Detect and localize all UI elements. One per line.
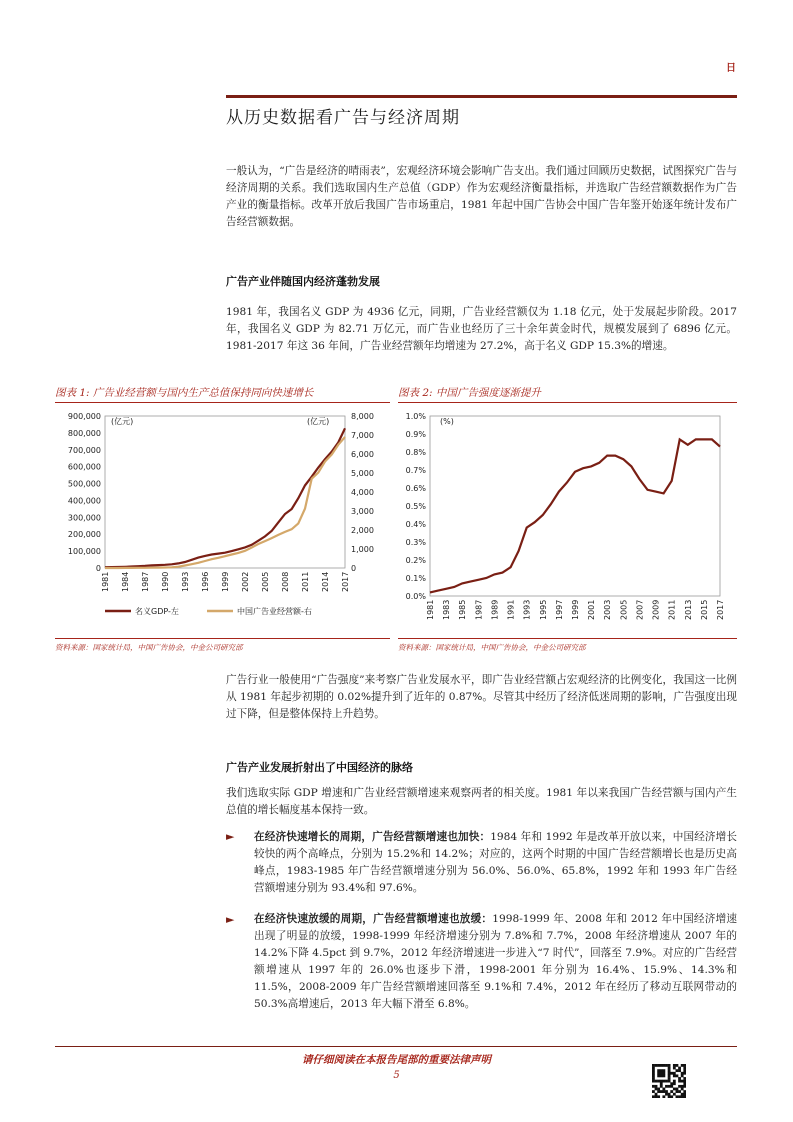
- qr-module: [673, 1080, 676, 1083]
- qr-module: [668, 1064, 671, 1067]
- qr-module: [665, 1064, 668, 1067]
- section1-heading: 广告产业伴随国内经济蓬勃发展: [226, 275, 380, 288]
- ad-intensity-paragraph: 广告行业一般使用“广告强度”来考察广告业发展水平，即广告业经营额占宏观经济的比例变化，我国这一比例从 1981 年起步初期的 0.02%提升到了近年的 0.87%。尽管其中经历了经济低迷周期的影响，广告强度出现过下降，但是整体保持上升趋势。: [226, 674, 737, 720]
- qr-module: [676, 1064, 679, 1067]
- qr-module: [662, 1080, 665, 1083]
- qr-module: [673, 1082, 676, 1085]
- qr-module: [668, 1067, 671, 1070]
- qr-module: [652, 1080, 655, 1083]
- qr-module: [662, 1072, 665, 1075]
- chart-gdp-vs-ad: [55, 404, 395, 636]
- y-right-tick-label: 2,000: [351, 526, 374, 535]
- qr-module: [660, 1085, 663, 1088]
- figure1-caption: 图表 1: 广告业经营额与国内生产总值保持同向快速增长: [55, 387, 314, 399]
- qr-module: [678, 1077, 681, 1080]
- qr-module: [683, 1069, 686, 1072]
- qr-module: [673, 1093, 676, 1096]
- y-tick-label: 0.5%: [405, 502, 426, 511]
- x-tick-label: 2017: [716, 599, 725, 620]
- y-left-tick-label: 300,000: [67, 513, 101, 523]
- y-unit-label: (%): [440, 417, 454, 426]
- qr-module: [655, 1088, 658, 1091]
- x-tick-label: 2013: [683, 599, 693, 620]
- qr-module: [655, 1085, 658, 1088]
- x-tick-label: 1981: [101, 571, 110, 592]
- section2-heading: 广告产业发展折射出了中国经济的脉络: [226, 761, 413, 774]
- qr-module: [683, 1077, 686, 1080]
- x-tick-label: 1981: [426, 599, 435, 620]
- x-tick-label: 1991: [506, 599, 516, 620]
- y-left-tick-label: 200,000: [67, 530, 101, 540]
- x-tick-label: 2001: [587, 599, 597, 620]
- y-left-tick-label: 700,000: [67, 445, 101, 455]
- bullet-arrow-icon: ►: [226, 913, 235, 926]
- qr-module: [678, 1069, 681, 1072]
- qr-module: [665, 1085, 668, 1088]
- y-left-tick-label: 600,000: [67, 462, 101, 472]
- y-tick-label: 0.2%: [405, 556, 426, 565]
- qr-module: [657, 1064, 660, 1067]
- bullet-lead: 在经济快速增长的周期，广告经营额增速也加快：: [254, 831, 491, 843]
- qr-module: [657, 1074, 660, 1077]
- y-right-tick-label: 4,000: [351, 488, 374, 497]
- page-title: 从历史数据看广告与经济周期: [226, 108, 460, 128]
- qr-module: [662, 1090, 665, 1093]
- x-tick-label: 1990: [161, 571, 170, 592]
- bullet-arrow-icon: ►: [226, 830, 235, 843]
- qr-module: [683, 1093, 686, 1096]
- qr-module: [683, 1082, 686, 1085]
- page-number: 5: [393, 1070, 400, 1081]
- qr-module: [673, 1088, 676, 1091]
- y-tick-label: 0.8%: [405, 448, 426, 457]
- qr-module: [652, 1072, 655, 1075]
- qr-module: [681, 1074, 684, 1077]
- qr-module: [670, 1082, 673, 1085]
- x-tick-label: 2009: [651, 599, 661, 620]
- qr-module: [652, 1095, 655, 1098]
- qr-module: [678, 1090, 681, 1093]
- qr-module: [668, 1072, 671, 1075]
- qr-module: [660, 1072, 663, 1075]
- series-line: [105, 428, 345, 567]
- qr-module: [657, 1088, 660, 1091]
- qr-code-icon: [652, 1064, 686, 1098]
- qr-module: [652, 1074, 655, 1077]
- series-line: [430, 439, 720, 592]
- y-left-tick-label: 800,000: [67, 428, 101, 438]
- y-left-tick-label: 100,000: [67, 547, 101, 557]
- figure2-bottom-rule: [398, 638, 737, 639]
- qr-module: [668, 1077, 671, 1080]
- y-right-tick-label: 3,000: [351, 507, 374, 516]
- header-rule: [226, 95, 737, 98]
- qr-module: [657, 1095, 660, 1098]
- qr-module: [668, 1074, 671, 1077]
- qr-module: [657, 1090, 660, 1093]
- y-tick-label: 1.0%: [405, 412, 426, 421]
- qr-module: [662, 1088, 665, 1091]
- qr-module: [668, 1095, 671, 1098]
- figure2-rule: [398, 402, 737, 403]
- y-tick-label: 0.3%: [405, 538, 426, 547]
- qr-module: [670, 1072, 673, 1075]
- y-left-tick-label: 500,000: [67, 479, 101, 489]
- qr-module: [657, 1080, 660, 1083]
- qr-module: [681, 1088, 684, 1091]
- qr-module: [655, 1064, 658, 1067]
- qr-module: [652, 1067, 655, 1070]
- y-right-tick-label: 7,000: [351, 431, 374, 440]
- qr-module: [676, 1074, 679, 1077]
- chart-ad-intensity: [398, 404, 738, 636]
- qr-module: [662, 1069, 665, 1072]
- qr-module: [660, 1090, 663, 1093]
- x-tick-label: 2007: [635, 599, 645, 620]
- x-tick-label: 1993: [181, 571, 190, 592]
- y-left-tick-label: 900,000: [67, 412, 101, 421]
- y-right-tick-label: 0: [351, 564, 357, 573]
- qr-module: [683, 1095, 686, 1098]
- x-tick-label: 1999: [221, 571, 230, 592]
- qr-module: [668, 1080, 671, 1083]
- qr-module: [665, 1090, 668, 1093]
- qr-module: [652, 1069, 655, 1072]
- qr-module: [662, 1095, 665, 1098]
- qr-module: [683, 1085, 686, 1088]
- x-tick-label: 1987: [474, 599, 484, 620]
- qr-module: [655, 1080, 658, 1083]
- y-left-tick-label: 0: [95, 564, 101, 573]
- qr-module: [681, 1093, 684, 1096]
- qr-module: [668, 1093, 671, 1096]
- qr-module: [683, 1080, 686, 1083]
- qr-module: [683, 1090, 686, 1093]
- y-left-unit-label: (亿元): [111, 417, 134, 426]
- qr-module: [676, 1088, 679, 1091]
- qr-module: [670, 1095, 673, 1098]
- qr-module: [668, 1069, 671, 1072]
- bullet-text: 1984 年和 1992 年是改革开放以来，中国经济增长较快的两个高峰点，分别为 15.2%和 14.2%；对应的，这两个时期的中国广告经营额增长也是历史高峰点，1983-1985 年广告经营额增速分别为 56.0%、56.0%、65.8%，1992 年和 1993 年广告经营额增速分别为 93.4%和 97.6%。: [254, 831, 737, 894]
- qr-module: [660, 1064, 663, 1067]
- plot-frame: [430, 416, 720, 596]
- x-tick-label: 1987: [141, 571, 150, 592]
- x-tick-label: 1995: [538, 599, 548, 620]
- x-tick-label: 1989: [490, 599, 500, 620]
- qr-module: [660, 1069, 663, 1072]
- qr-module: [652, 1064, 655, 1067]
- qr-module: [676, 1069, 679, 1072]
- x-tick-label: 2017: [341, 571, 350, 592]
- x-tick-label: 1996: [201, 571, 210, 592]
- bullet-item: [254, 829, 737, 897]
- figure1-source: 资料来源：国家统计局，中国广告协会，中金公司研究部: [55, 643, 243, 652]
- x-tick-label: 2002: [241, 571, 250, 592]
- qr-module: [660, 1074, 663, 1077]
- x-tick-label: 2005: [261, 571, 270, 592]
- qr-module: [657, 1069, 660, 1072]
- qr-module: [668, 1085, 671, 1088]
- bullet-item: [254, 911, 737, 1013]
- figure1-bottom-rule: [55, 638, 390, 639]
- qr-module: [662, 1064, 665, 1067]
- x-tick-label: 1999: [571, 599, 580, 620]
- qr-module: [670, 1090, 673, 1093]
- x-tick-label: 2011: [667, 599, 677, 620]
- x-tick-label: 1997: [554, 599, 564, 620]
- qr-module: [652, 1085, 655, 1088]
- qr-module: [676, 1090, 679, 1093]
- qr-module: [681, 1072, 684, 1075]
- y-tick-label: 0.7%: [405, 466, 426, 475]
- x-tick-label: 2008: [281, 571, 290, 592]
- qr-module: [652, 1090, 655, 1093]
- y-right-tick-label: 1,000: [351, 545, 374, 554]
- x-tick-label: 2014: [321, 571, 330, 592]
- y-tick-label: 0.1%: [405, 574, 426, 583]
- y-right-tick-label: 8,000: [351, 412, 374, 421]
- qr-module: [657, 1072, 660, 1075]
- x-tick-label: 2015: [699, 599, 709, 620]
- figure1-rule: [55, 402, 390, 403]
- qr-module: [681, 1095, 684, 1098]
- x-tick-label: 1985: [458, 599, 468, 620]
- x-tick-label: 2005: [619, 599, 629, 620]
- figure2-source: 资料来源：国家统计局，中国广告协会，中金公司研究部: [398, 643, 586, 652]
- footer-rule: [55, 1046, 737, 1047]
- y-tick-label: 0.0%: [405, 592, 426, 601]
- section1-paragraph: 1981 年，我国名义 GDP 为 4936 亿元，同期，广告业经营额仅为 1.18 亿元，处于发展起步阶段。2017 年，我国名义 GDP 为 82.71 万亿元，而广告业也经历了三十余年黄金时代，规模发展到了 6896 亿元。1981-2017 年这 36 年间，广告业经营额年均增速为 27.2%，高于名义 GDP 15.3%的增速。: [226, 306, 737, 352]
- qr-module: [660, 1080, 663, 1083]
- qr-module: [652, 1077, 655, 1080]
- qr-module: [678, 1080, 681, 1083]
- qr-module: [665, 1080, 668, 1083]
- qr-module: [673, 1064, 676, 1067]
- qr-module: [673, 1074, 676, 1077]
- qr-module: [681, 1064, 684, 1067]
- bullet-text: 1998-1999 年、2008 年和 2012 年中国经济增速出现了明显的放缓，1998-1999 年经济增速分别为 7.8%和 7.7%，2008 年经济增速从 2007 年的 14.2%下降 4.5pct 到 9.7%，2012 年经济增速进一步进入“7 时代”，回落至 7.9%。对应的广告经营额增速从 1997 年的 26.0%也逐步下滑，1998-2001 年分别为 16.4%、15.9%、14.3%和 11.5%，2008-2009 年广告经营额增速回落至 9.1%和 7.4%，2012 年在经历了移动互联网带动的 50.3%高增速后，2013 年大幅下滑至 6.8%。: [254, 913, 737, 1010]
- x-tick-label: 1983: [442, 599, 452, 620]
- y-left-tick-label: 400,000: [67, 496, 101, 506]
- legend-label: 名义GDP-左: [135, 607, 179, 616]
- qr-module: [655, 1095, 658, 1098]
- qr-module: [670, 1085, 673, 1088]
- x-tick-label: 1984: [121, 571, 130, 592]
- legend-label: 中国广告业经营额-右: [237, 607, 312, 616]
- qr-module: [673, 1067, 676, 1070]
- x-tick-label: 2011: [301, 571, 310, 592]
- intro-paragraph: 一般认为，“广告是经济的晴雨表”，宏观经济环境会影响广告支出。我们通过回顾历史数据，试图探究广告与经济周期的关系。我们选取国内生产总值（GDP）作为宏观经济衡量指标，并选取广告经营额数据作为广告产业的衡量指标。改革开放后我国广告市场重启，1981 年起中国广告协会中国广告年鉴开始逐年统计发布广告经营额数据。: [226, 165, 737, 228]
- qr-module: [678, 1095, 681, 1098]
- y-tick-label: 0.6%: [405, 484, 426, 493]
- bullet-lead: 在经济快速放缓的周期，广告经营额增速也放缓：: [254, 913, 493, 925]
- legal-notice: 请仔细阅读在本报告尾部的重要法律声明: [302, 1054, 491, 1066]
- series-line: [105, 437, 345, 568]
- qr-module: [665, 1093, 668, 1096]
- figure2-caption: 图表 2: 中国广告强度逐渐提升: [398, 387, 541, 399]
- qr-module: [681, 1085, 684, 1088]
- qr-module: [683, 1072, 686, 1075]
- x-tick-label: 1993: [522, 599, 532, 620]
- qr-module: [655, 1093, 658, 1096]
- y-tick-label: 0.4%: [405, 520, 426, 529]
- qr-module: [678, 1067, 681, 1070]
- qr-module: [673, 1072, 676, 1075]
- header-corner-mark: 日: [726, 63, 736, 74]
- qr-module: [678, 1085, 681, 1088]
- qr-module: [681, 1080, 684, 1083]
- x-tick-label: 2003: [603, 599, 613, 620]
- y-right-tick-label: 5,000: [351, 469, 374, 478]
- y-right-tick-label: 6,000: [351, 450, 374, 459]
- qr-module: [662, 1074, 665, 1077]
- qr-module: [660, 1082, 663, 1085]
- y-tick-label: 0.9%: [405, 430, 426, 439]
- qr-module: [683, 1064, 686, 1067]
- section2-paragraph: 我们选取实际 GDP 增速和广告业经营额增速来观察两者的相关度。1981 年以来我国广告经营额与国内产生总值的增长幅度基本保持一致。: [226, 787, 737, 816]
- qr-module: [676, 1095, 679, 1098]
- qr-module: [683, 1067, 686, 1070]
- y-right-unit-label: (亿元): [307, 417, 330, 426]
